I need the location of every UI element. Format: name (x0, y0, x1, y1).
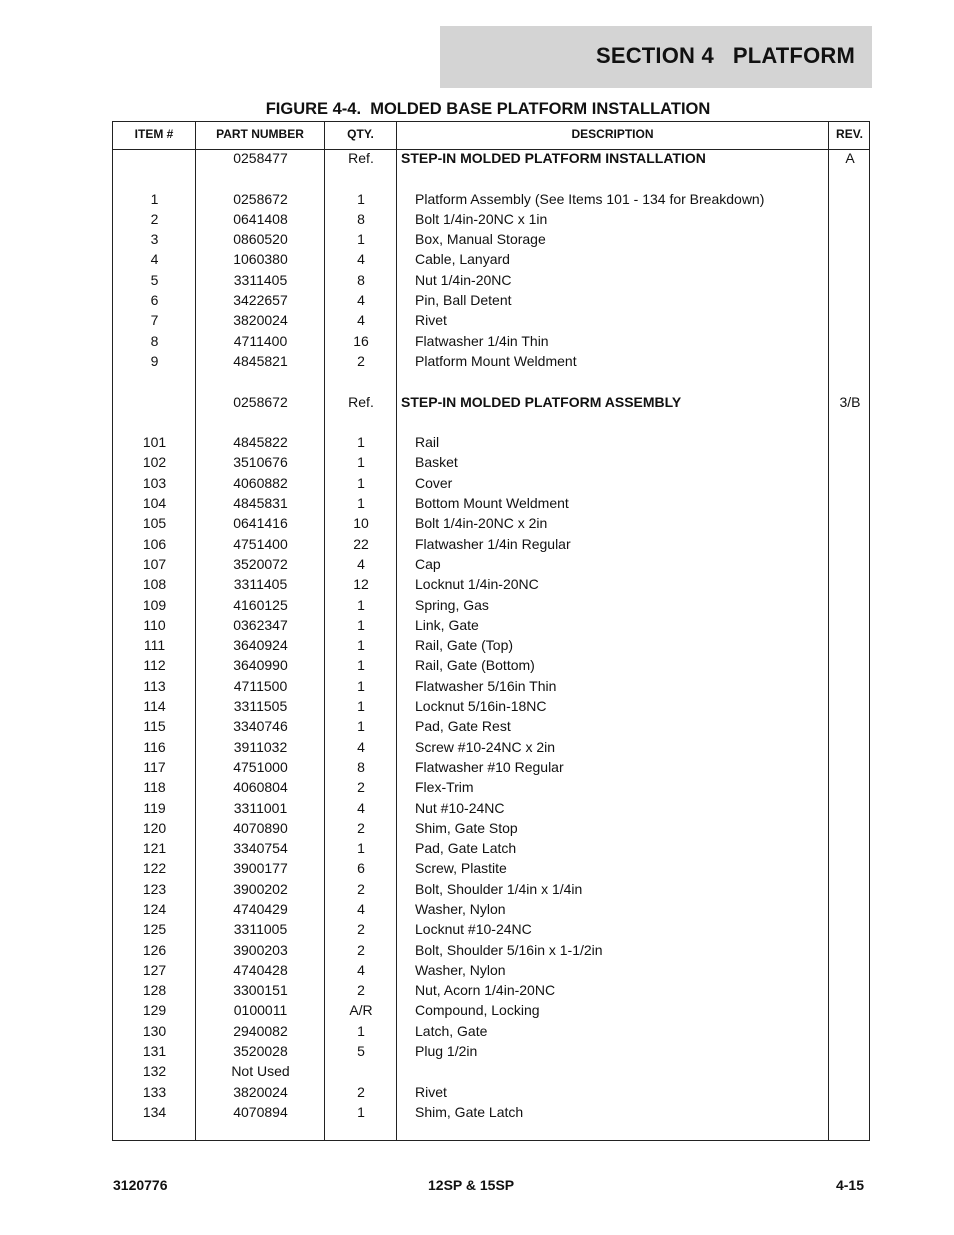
table-row (113, 1064, 869, 1084)
cell-item: 108 (142, 576, 167, 593)
cell-item: 8 (150, 332, 159, 349)
table-row (113, 943, 869, 963)
cell-part-number: 0258477 (233, 150, 288, 166)
cell-item: 120 (142, 819, 167, 836)
table-row (113, 1085, 869, 1105)
cell-part-number: 0258672 (233, 190, 288, 207)
table-row (113, 516, 869, 536)
cell-qty: 4 (357, 555, 365, 572)
table-row (113, 760, 869, 780)
cell-item: 4 (150, 251, 159, 268)
cell-part-number: 0100011 (233, 1002, 288, 1019)
cell-part-number: 4845831 (233, 495, 288, 512)
cell-qty: 2 (357, 880, 365, 897)
cell-item: 109 (142, 596, 167, 613)
cell-qty: 4 (357, 738, 365, 755)
cell-part-number: 4711400 (233, 332, 288, 349)
figure-title: FIGURE 4-4. MOLDED BASE PLATFORM INSTALLATION (265, 100, 711, 118)
cell-qty: 4 (357, 312, 365, 329)
cell-qty: 1 (357, 454, 365, 471)
table-row (113, 293, 869, 313)
table-row (113, 740, 869, 760)
cell-description: Compound, Locking (415, 1002, 540, 1019)
cell-description: Spring, Gas (415, 596, 489, 613)
cell-qty: 2 (357, 1083, 365, 1100)
table-row (113, 313, 869, 333)
cell-item: 116 (143, 738, 166, 755)
cell-item: 105 (142, 515, 167, 532)
cell-qty: 16 (353, 332, 369, 349)
cell-description: Shim, Gate Latch (415, 1103, 524, 1120)
cell-qty: 6 (357, 860, 365, 877)
cell-part-number: 3311001 (233, 799, 288, 816)
table-row (113, 557, 869, 577)
cell-description: Flatwasher 5/16in Thin (415, 677, 557, 694)
cell-part-number: 3520072 (233, 555, 288, 572)
cell-qty: 1 (357, 657, 365, 674)
cell-item: 106 (142, 535, 167, 552)
cell-qty: 1 (357, 677, 365, 694)
cell-description: Link, Gate (415, 616, 479, 633)
cell-description: Pad, Gate Latch (415, 840, 517, 857)
table-row (113, 1003, 869, 1023)
cell-description: Bolt, Shoulder 5/16in x 1-1/2in (415, 941, 603, 958)
cell-description: Nut, Acorn 1/4in-20NC (415, 982, 556, 999)
cell-qty: 4 (357, 900, 365, 917)
cell-part-number: 3311405 (233, 271, 288, 288)
cell-qty: 8 (357, 210, 365, 227)
cell-part-number: 3911032 (233, 738, 288, 755)
cell-part-number: 3300151 (233, 982, 288, 999)
table-row (113, 192, 869, 212)
table-row (113, 1105, 869, 1125)
footer-model: 12SP & 15SP (428, 1177, 515, 1193)
row-spacer (113, 415, 869, 435)
table-row (113, 861, 869, 881)
table-row (113, 638, 869, 658)
header-description: DESCRIPTION (571, 127, 654, 141)
cell-description: Screw #10-24NC x 2in (415, 738, 556, 755)
cell-qty: 10 (353, 515, 369, 532)
cell-qty: 2 (357, 779, 365, 796)
cell-item: 123 (142, 880, 167, 897)
cell-item: 110 (143, 616, 166, 633)
cell-item: 7 (150, 312, 159, 329)
cell-part-number: 1060380 (233, 251, 288, 268)
table-row (113, 537, 869, 557)
cell-part-number: 3900202 (233, 880, 288, 897)
cell-description: STEP-IN MOLDED PLATFORM INSTALLATION (401, 150, 706, 166)
cell-part-number: 0860520 (233, 231, 288, 248)
cell-description: Platform Mount Weldment (415, 352, 577, 369)
table-row (113, 334, 869, 354)
cell-item: 113 (143, 677, 166, 694)
cell-part-number: 3820024 (233, 312, 288, 329)
cell-qty: 8 (357, 758, 365, 775)
cell-part-number: 0641416 (233, 515, 288, 532)
cell-qty: 4 (357, 292, 365, 309)
cell-item: 117 (143, 758, 166, 775)
cell-part-number: 4060804 (233, 779, 288, 796)
cell-qty: 4 (357, 961, 365, 978)
cell-part-number: 3900203 (233, 941, 288, 958)
cell-item: 3 (150, 231, 159, 248)
cell-item: 131 (142, 1043, 167, 1060)
cell-item: 103 (142, 474, 167, 491)
cell-part-number: 4751400 (233, 535, 288, 552)
cell-item: 133 (142, 1083, 167, 1100)
cell-description: Rail, Gate (Top) (415, 637, 514, 654)
cell-qty: 1 (357, 616, 365, 633)
cell-part-number: 3640990 (233, 657, 288, 674)
cell-part-number: 3520028 (233, 1043, 288, 1060)
cell-part-number: 3510676 (233, 454, 288, 471)
section-header (440, 26, 872, 88)
table-row (113, 1024, 869, 1044)
table-row (113, 699, 869, 719)
cell-item: 118 (143, 779, 166, 796)
header-item: ITEM # (134, 127, 174, 141)
cell-part-number: 3311005 (233, 921, 288, 938)
cell-qty: 1 (357, 637, 365, 654)
cell-description: Rail, Gate (Bottom) (415, 657, 535, 674)
table-row (113, 212, 869, 232)
cell-qty: 1 (357, 474, 365, 491)
cell-qty: 1 (357, 190, 365, 207)
row-spacer (113, 171, 869, 191)
cell-part-number: 4711500 (233, 677, 288, 694)
cell-part-number: Not Used (231, 1063, 290, 1080)
cell-qty: 4 (357, 799, 365, 816)
cell-item: 128 (142, 982, 167, 999)
cell-item: 124 (142, 900, 167, 917)
cell-description: Cover (415, 474, 453, 491)
cell-item: 132 (142, 1063, 167, 1080)
table-row (113, 801, 869, 821)
cell-part-number: 4751000 (233, 758, 288, 775)
cell-qty: Ref. (348, 150, 374, 166)
footer-page-number: 4-15 (835, 1177, 864, 1193)
cell-item: 6 (150, 292, 159, 309)
cell-description: Nut #10-24NC (415, 799, 505, 816)
cell-part-number: 3340754 (233, 840, 288, 857)
header-rev: REV. (836, 127, 863, 141)
cell-item: 121 (142, 840, 167, 857)
cell-qty: 1 (357, 1103, 365, 1120)
table-row (113, 618, 869, 638)
table-row (113, 455, 869, 475)
cell-part-number: 4060882 (233, 474, 288, 491)
cell-description: Flatwasher 1/4in Regular (415, 535, 571, 552)
cell-qty: 22 (353, 535, 369, 552)
table-row (113, 902, 869, 922)
cell-qty: 2 (357, 352, 365, 369)
cell-part-number: 3311505 (233, 698, 288, 715)
cell-description: Shim, Gate Stop (415, 819, 518, 836)
cell-part-number: 4070894 (233, 1103, 288, 1120)
cell-qty: 1 (357, 718, 365, 735)
cell-qty: 2 (357, 819, 365, 836)
table-row (113, 841, 869, 861)
section-title: SECTION 4 PLATFORM (595, 43, 855, 68)
table-row (113, 435, 869, 455)
cell-qty: 2 (357, 941, 365, 958)
table-row (113, 882, 869, 902)
cell-part-number: 4070890 (233, 819, 288, 836)
cell-description: Rivet (415, 312, 447, 329)
table-row (113, 151, 869, 171)
cell-item: 115 (143, 718, 166, 735)
cell-qty: 1 (357, 495, 365, 512)
cell-qty: 1 (357, 698, 365, 715)
cell-item: 125 (142, 921, 167, 938)
cell-description: Box, Manual Storage (415, 231, 546, 248)
cell-description: Washer, Nylon (415, 900, 506, 917)
table-row (113, 983, 869, 1003)
cell-description: Bolt, Shoulder 1/4in x 1/4in (415, 880, 583, 897)
cell-description: Flex-Trim (415, 779, 474, 796)
cell-item: 122 (142, 860, 167, 877)
cell-qty: 5 (357, 1043, 365, 1060)
cell-qty: 8 (357, 271, 365, 288)
cell-item: 114 (143, 698, 166, 715)
cell-description: Plug 1/2in (415, 1043, 478, 1060)
table-row (113, 577, 869, 597)
cell-item: 112 (143, 657, 166, 674)
cell-item: 111 (143, 637, 166, 654)
cell-part-number: 4160125 (233, 596, 288, 613)
table-row (113, 252, 869, 272)
header-part-number: PART NUMBER (216, 127, 304, 141)
cell-item: 9 (150, 352, 159, 369)
cell-description: Pin, Ball Detent (415, 292, 512, 309)
cell-description: Latch, Gate (415, 1022, 488, 1039)
cell-qty: 12 (353, 576, 369, 593)
cell-item: 126 (142, 941, 167, 958)
cell-qty: 1 (357, 434, 365, 451)
cell-part-number: 0362347 (233, 616, 288, 633)
cell-qty: A/R (349, 1002, 373, 1019)
cell-part-number: 4845821 (233, 352, 288, 369)
cell-item: 134 (142, 1103, 167, 1120)
cell-description: Bottom Mount Weldment (415, 495, 569, 512)
cell-description: Locknut #10-24NC (415, 921, 532, 938)
cell-part-number: 0641408 (233, 210, 288, 227)
cell-part-number: 3422657 (233, 292, 288, 309)
table-row (113, 354, 869, 374)
cell-description: Platform Assembly (See Items 101 - 134 for Breakdown) (415, 190, 765, 207)
parts-table (112, 121, 870, 1141)
cell-description: Nut 1/4in-20NC (415, 271, 512, 288)
cell-description: STEP-IN MOLDED PLATFORM ASSEMBLY (401, 393, 682, 410)
cell-item: 130 (142, 1022, 167, 1039)
table-row (113, 273, 869, 293)
cell-description: Locknut 5/16in-18NC (415, 698, 547, 715)
cell-item: 129 (142, 1002, 167, 1019)
cell-item: 101 (142, 434, 167, 451)
cell-description: Cable, Lanyard (415, 251, 510, 268)
cell-item: 1 (150, 190, 159, 207)
cell-part-number: 0258672 (233, 393, 288, 410)
table-row (113, 679, 869, 699)
cell-description: Bolt 1/4in-20NC x 1in (415, 210, 548, 227)
table-row (113, 922, 869, 942)
table-row (113, 658, 869, 678)
cell-rev: 3/B (839, 393, 861, 410)
cell-part-number: 3340746 (233, 718, 288, 735)
cell-qty: 4 (357, 251, 365, 268)
cell-part-number: 4845822 (233, 434, 288, 451)
cell-qty: 1 (357, 596, 365, 613)
cell-part-number: 4740429 (233, 900, 288, 917)
footer-doc-number: 3120776 (113, 1177, 168, 1193)
table-row (113, 719, 869, 739)
table-row (113, 496, 869, 516)
cell-part-number: 3311405 (233, 576, 288, 593)
cell-qty: 2 (357, 921, 365, 938)
cell-description: Basket (415, 454, 458, 471)
cell-item: 2 (150, 210, 159, 227)
cell-rev: A (845, 150, 855, 166)
cell-part-number: 3820024 (233, 1083, 288, 1100)
cell-description: Rail (415, 434, 440, 451)
cell-item: 104 (142, 495, 167, 512)
header-qty: QTY. (347, 127, 374, 141)
table-row (113, 963, 869, 983)
cell-qty: 2 (357, 982, 365, 999)
table-row (113, 598, 869, 618)
cell-description: Pad, Gate Rest (415, 718, 511, 735)
table-row (113, 821, 869, 841)
cell-item: 5 (150, 271, 159, 288)
cell-qty: 1 (357, 840, 365, 857)
table-row (113, 476, 869, 496)
table-row (113, 395, 869, 415)
table-row (113, 1044, 869, 1064)
cell-description: Bolt 1/4in-20NC x 2in (415, 515, 548, 532)
row-spacer (113, 374, 869, 394)
cell-part-number: 3900177 (233, 860, 288, 877)
cell-item: 127 (142, 961, 167, 978)
cell-description: Rivet (415, 1083, 447, 1100)
cell-qty: 1 (357, 231, 365, 248)
cell-part-number: 4740428 (233, 961, 288, 978)
cell-description: Flatwasher 1/4in Thin (415, 332, 549, 349)
cell-item: 119 (143, 799, 166, 816)
cell-description: Cap (415, 555, 441, 572)
cell-item: 102 (142, 454, 167, 471)
cell-qty: Ref. (348, 393, 374, 410)
cell-qty: 1 (357, 1022, 365, 1039)
cell-part-number: 2940082 (233, 1022, 288, 1039)
table-body (113, 151, 869, 1125)
cell-description: Locknut 1/4in-20NC (415, 576, 539, 593)
table-row (113, 780, 869, 800)
table-row (113, 232, 869, 252)
cell-item: 107 (142, 555, 167, 572)
cell-description: Washer, Nylon (415, 961, 506, 978)
cell-description: Screw, Plastite (415, 860, 507, 877)
cell-part-number: 3640924 (233, 637, 288, 654)
cell-description: Flatwasher #10 Regular (415, 758, 564, 775)
